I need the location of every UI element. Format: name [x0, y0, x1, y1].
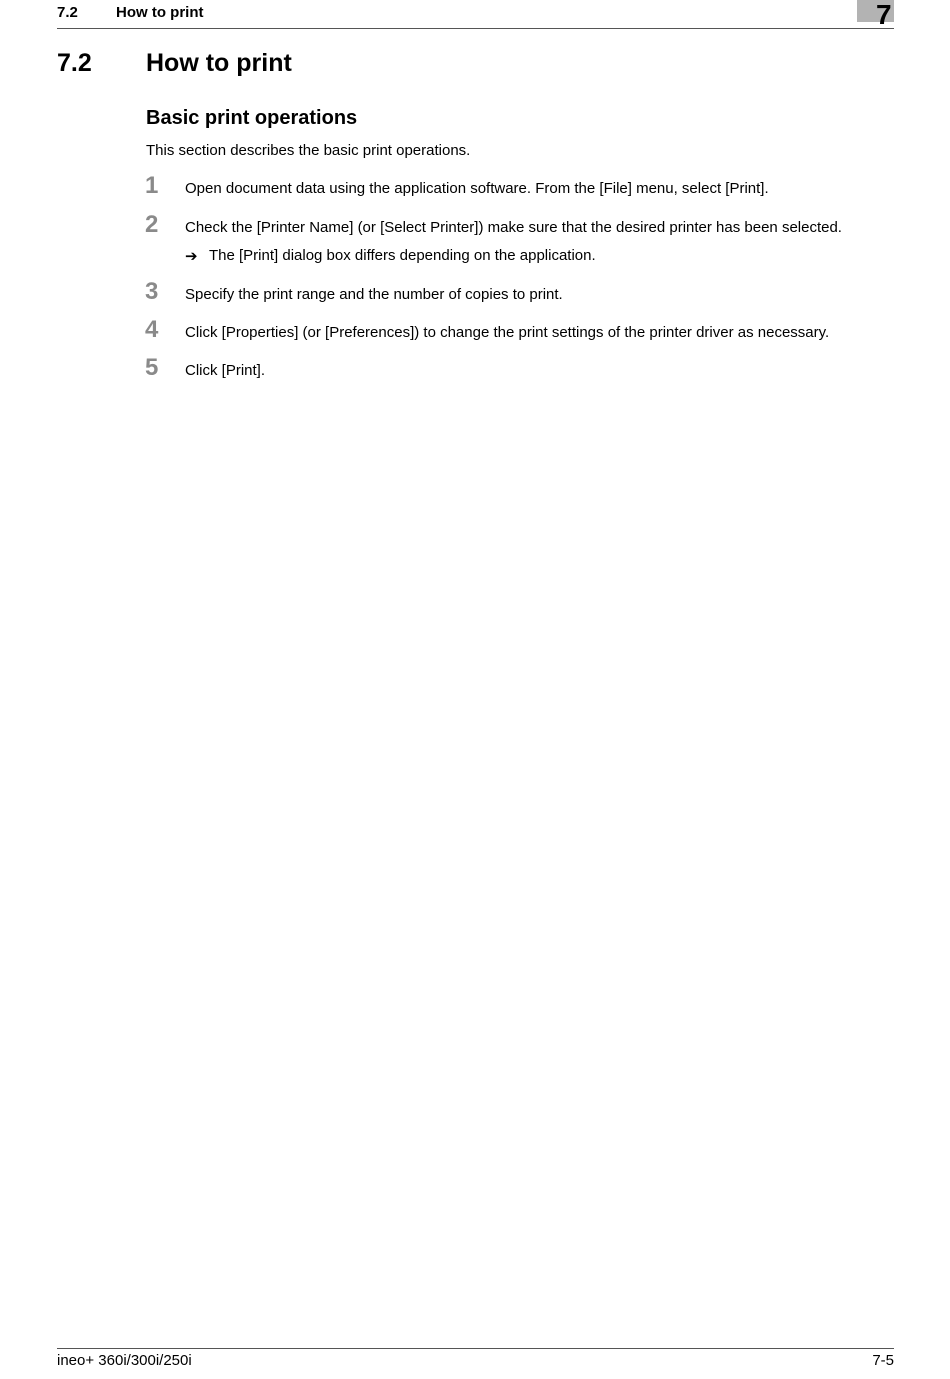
footer-page-number: 7-5	[872, 1352, 894, 1369]
step-number: 3	[145, 278, 159, 305]
step-number: 1	[145, 172, 159, 199]
header-section-number: 7.2	[57, 4, 78, 21]
step-text: Specify the print range and the number of copies to print.	[185, 286, 563, 303]
step-text: Click [Properties] (or [Preferences]) to change the print settings of the printer driver as necessary.	[185, 324, 830, 341]
step-number: 4	[145, 316, 159, 343]
section-number: 7.2	[57, 49, 92, 77]
intro-text: This section describes the basic print operations.	[146, 142, 471, 159]
step-text: Check the [Printer Name] (or [Select Printer]) make sure that the desired printer has been selected.	[185, 219, 842, 236]
step-number: 2	[145, 211, 159, 238]
step-text: Click [Print].	[185, 362, 266, 379]
arrow-right-icon: ➔	[185, 248, 198, 265]
chapter-number: 7	[876, 0, 892, 30]
footer-model: ineo+ 360i/300i/250i	[57, 1352, 192, 1369]
footer-rule	[57, 1348, 894, 1349]
header-section-title: How to print	[116, 4, 204, 21]
section-title: How to print	[146, 49, 292, 77]
note-text: The [Print] dialog box differs depending on the application.	[209, 247, 596, 264]
step-text: Open document data using the application software. From the [File] menu, select [Print].	[185, 180, 769, 197]
step-number: 5	[145, 354, 159, 381]
running-header	[57, 0, 894, 29]
subsection-title: Basic print operations	[146, 107, 358, 129]
